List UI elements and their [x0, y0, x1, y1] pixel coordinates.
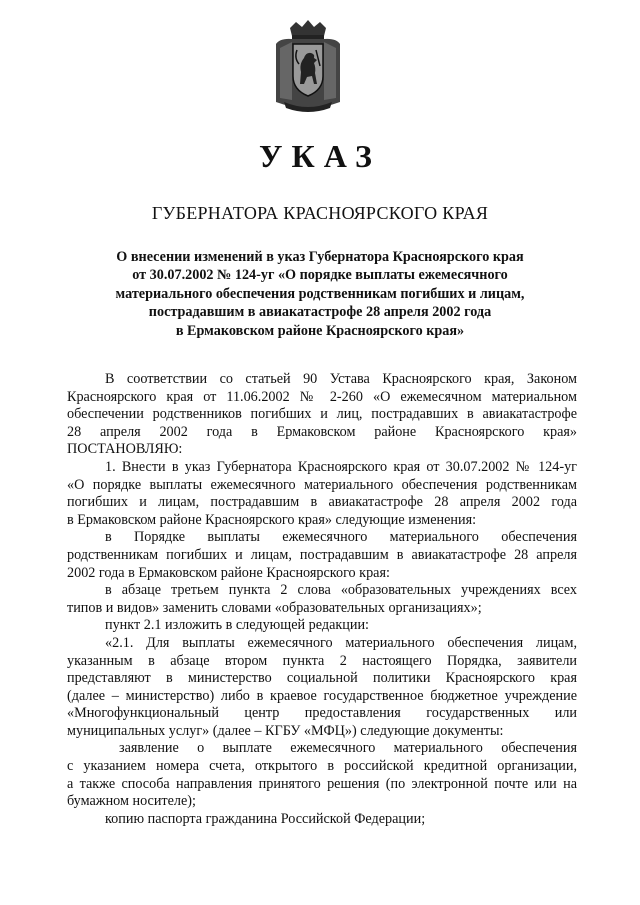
document-subtitle: ГУБЕРНАТОРА КРАСНОЯРСКОГО КРАЯ: [151, 203, 489, 223]
coat-of-arms-icon: [270, 20, 346, 112]
document-heading: [70, 248, 570, 340]
body-line: погибших и лицам, пострадавшим в авиакатастрофе 28 апреля 2002 года: [67, 494, 577, 511]
body-line: с указанием номера счета, открытого в российской кредитной организации,: [67, 758, 577, 775]
heading-line: пострадавшим в авиакатастрофе 28 апреля 2002 года: [148, 304, 492, 321]
body-line: 28 апреля 2002 года в Ермаковском районе Красноярского края»: [67, 423, 577, 440]
body-line: заявление о выплате ежемесячного материального обеспечения: [119, 740, 577, 757]
body-line: обеспечении родственников погибших и лиц, пострадавших в авиакатастрофе: [67, 406, 577, 423]
body-line: пункт 2.1 изложить в следующей редакции:: [105, 617, 369, 634]
heading-line: от 30.07.2002 № 124-уг «О порядке выплаты ежемесячного: [132, 267, 508, 284]
body-line: копию паспорта гражданина Российской Федерации;: [105, 810, 426, 827]
body-line: «Многофункциональный центр предоставления государственных или: [67, 705, 577, 722]
document-title: УКАЗ: [259, 138, 381, 174]
body-line: в Порядке выплаты ежемесячного материального обеспечения: [105, 529, 577, 546]
body-line: 1. Внести в указ Губернатора Красноярского края от 30.07.2002 № 124-уг: [105, 458, 577, 475]
body-line: типов и видов» заменить словами «образовательных организациях»;: [67, 599, 482, 616]
body-line: в Ермаковском районе Красноярского края» следующие изменения:: [67, 511, 477, 528]
heading-line: материального обеспечения родственникам погибших и лицам,: [115, 285, 525, 302]
body-line: ПОСТАНОВЛЯЮ:: [67, 441, 183, 458]
body-line: указанным в абзаце втором пункта 2 настоящего Порядка, заявители: [67, 652, 577, 669]
document-body: [67, 371, 577, 828]
body-line: 2002 года в Ермаковском районе Красноярского края:: [67, 564, 390, 581]
heading-line: О внесении изменений в указ Губернатора Красноярского края: [116, 249, 524, 265]
body-line: а также способа направления принятого решения (по электронной почте или на: [67, 775, 577, 792]
body-line: родственникам погибших и лицам, пострадавшим в авиакатастрофе 28 апреля: [67, 546, 577, 563]
heading-line: в Ермаковском районе Красноярского края»: [175, 322, 465, 339]
body-line: бумажном носителе);: [67, 793, 196, 810]
body-line: «О порядке выплаты ежемесячного материального обеспечения родственникам: [67, 476, 577, 493]
body-line: «2.1. Для выплаты ежемесячного материального обеспечения лицам,: [105, 634, 577, 651]
body-line: представляют в министерство социальной политики Красноярского края: [67, 670, 577, 687]
body-line: муниципальных услуг» (далее – КГБУ «МФЦ») следующие документы:: [67, 722, 504, 739]
body-line: в абзаце третьем пункта 2 слова «образовательных учреждениях всех: [105, 582, 577, 599]
body-line: (далее – министерство) либо в краевое государственное бюджетное учреждение: [67, 687, 577, 704]
body-line: Красноярского края от 11.06.2002 № 2-260 «О ежемесячном материальном: [67, 388, 577, 405]
body-line: В соответствии со статьей 90 Устава Красноярского края, Законом: [105, 371, 577, 387]
